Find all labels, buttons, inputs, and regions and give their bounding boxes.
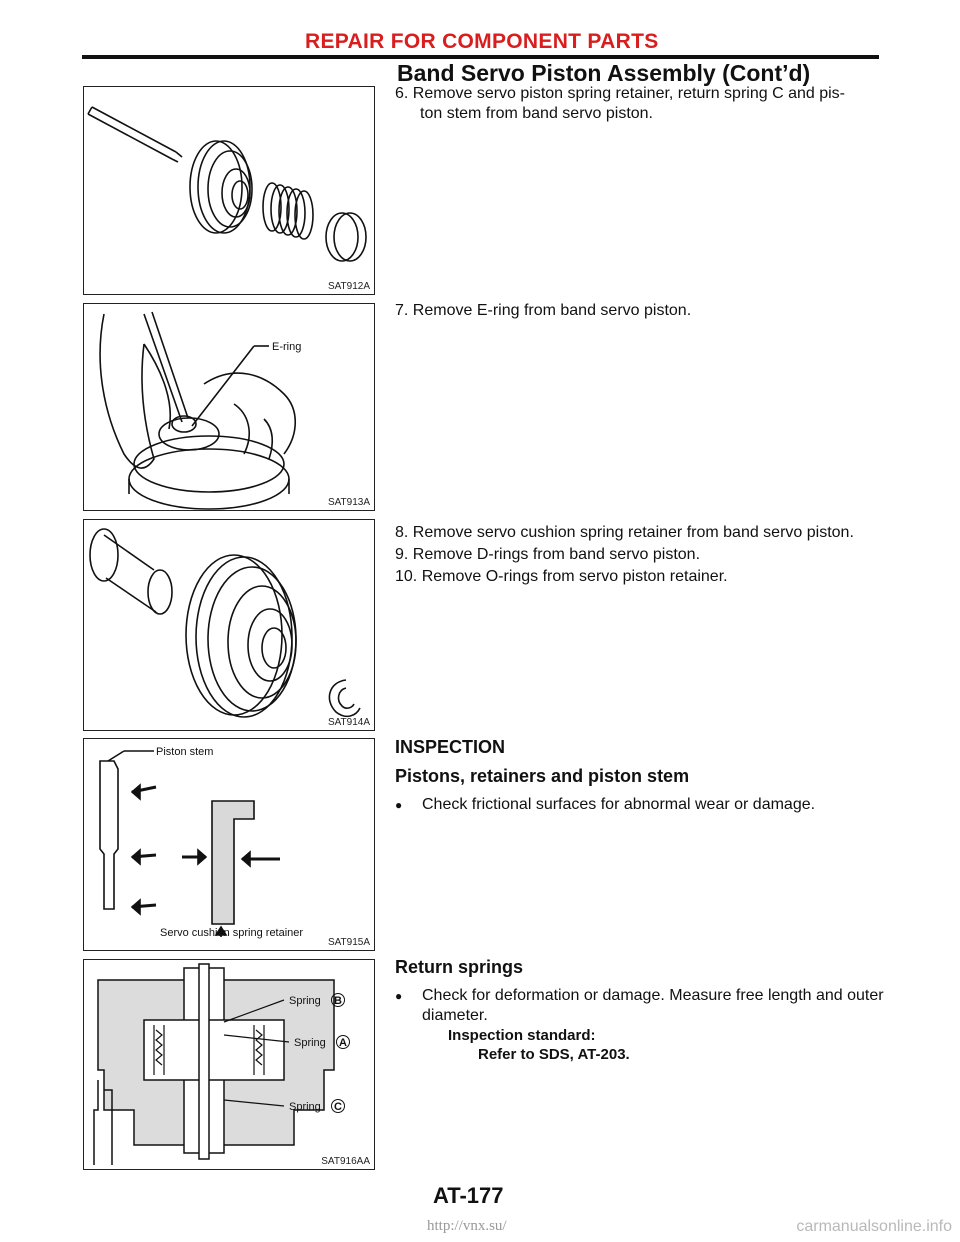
label-spring-b: Spring (289, 995, 321, 1007)
step-7 (395, 301, 885, 321)
label-spring-a: Spring (294, 1037, 326, 1049)
section-title: Band Servo Piston Assembly (Cont’d) (397, 60, 811, 86)
figure-code: SAT914A (327, 717, 370, 728)
figure-sat915a (83, 738, 375, 951)
step-9 (395, 545, 885, 565)
watermark: carmanualsonline.info (796, 1218, 952, 1235)
springs-bullet (395, 986, 885, 1026)
inspection-heading: INSPECTION (395, 737, 506, 757)
step-8 (395, 523, 885, 543)
figure-sat913a-drawing (84, 304, 374, 510)
step-8-line1: 8. Remove servo cushion spring retainer from band servo piston. (395, 524, 854, 541)
inspection-standard-value: Refer to SDS, AT-203. (478, 1046, 630, 1063)
step-9-line1: 9. Remove D-rings from band servo piston. (395, 546, 701, 563)
step-10 (395, 567, 885, 587)
label-spring-c: Spring (289, 1101, 321, 1113)
pistons-bullet (395, 795, 885, 815)
figure-code: SAT912A (327, 281, 370, 292)
bullet-icon: ● (395, 798, 403, 812)
pistons-bullet-text: Check frictional surfaces for abnormal wear or damage. (422, 796, 816, 813)
figure-sat914a-drawing (84, 520, 374, 730)
step-6-line2: ton stem from band servo piston. (420, 105, 653, 122)
inspection-standard-label: Inspection standard: (448, 1027, 596, 1044)
label-b-marker: B (334, 995, 342, 1007)
figure-sat916aa (83, 959, 375, 1170)
step-6 (395, 84, 885, 124)
bullet-icon: ● (395, 989, 403, 1003)
figure-sat912a (83, 86, 375, 295)
springs-heading: Return springs (395, 957, 524, 977)
step-10-line1: 10. Remove O-rings from servo piston retainer. (395, 568, 728, 585)
springs-bullet-text: Check for deformation or damage. Measure free length and outer diameter. (422, 987, 884, 1024)
pistons-heading: Pistons, retainers and piston stem (395, 766, 690, 786)
figure-code: SAT913A (327, 497, 370, 508)
figure-sat913a (83, 303, 375, 511)
step-7-line1: 7. Remove E-ring from band servo piston. (395, 302, 692, 319)
figure-sat915a-drawing (84, 739, 374, 950)
header-rule (82, 55, 879, 59)
label-servo-cushion-spring-retainer: Servo cushion spring retainer (160, 927, 304, 939)
figure-code: SAT916AA (321, 1156, 370, 1167)
label-piston-stem: Piston stem (156, 746, 214, 758)
footer-url-link[interactable]: http://vnx.su/ (427, 1218, 507, 1234)
page-number: AT-177 (433, 1183, 504, 1208)
label-c-marker: C (334, 1101, 342, 1113)
figure-sat914a (83, 519, 375, 731)
label-a-marker: A (339, 1037, 347, 1049)
figure-sat912a-drawing (84, 87, 374, 294)
figure-code: SAT915A (327, 937, 370, 948)
figure-sat916aa-drawing (84, 960, 374, 1169)
header-title: REPAIR FOR COMPONENT PARTS (305, 30, 659, 53)
step-6-line1: 6. Remove servo piston spring retainer, return spring C and pis- (395, 85, 845, 102)
label-e-ring: E-ring (272, 341, 302, 353)
